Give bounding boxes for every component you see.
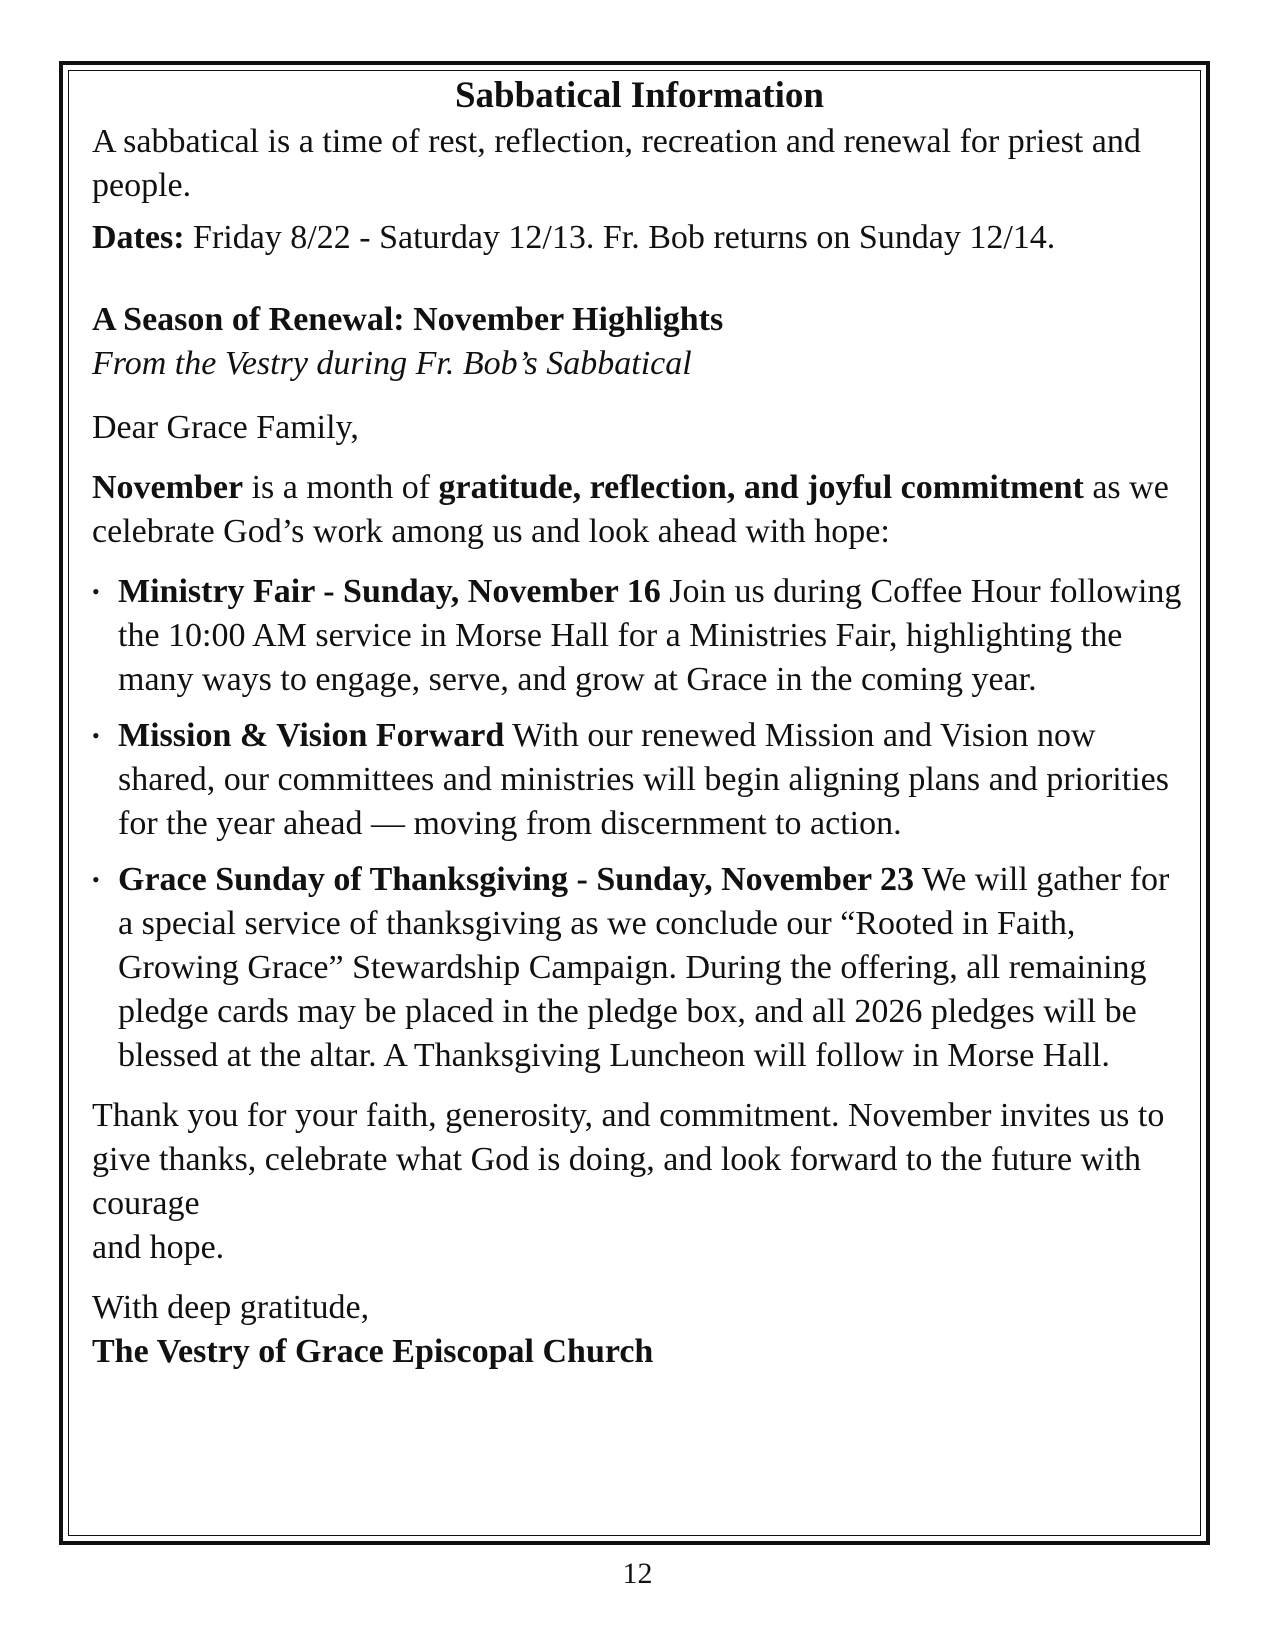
page-number: 12 xyxy=(622,1557,653,1590)
dates-text: Friday 8/22 - Saturday 12/13. Fr. Bob returns on Sunday 12/14. xyxy=(184,219,1056,256)
letter-subheading: From the Vestry during Fr. Bob’s Sabbatical xyxy=(92,345,692,382)
highlight-text: We will gather for a special service of thanksgiving as we conclude our “Rooted in Faith, Growing Grace” Stewardship Campaign. During the offering, all remaining pledge cards may be placed in the pledge box, and all 2026 pledges will be blessed at the altar. A Thanksgiving Luncheon will follow in Morse Hall. xyxy=(118,861,1170,1074)
highlight-text: With our renewed Mission and Vision now shared, our committees and ministries will begin aligning plans and priorities for the year ahead — moving from discernment to action. xyxy=(118,717,1169,842)
closing-line-1: Thank you for your faith, generosity, and commitment. November invites us to give thanks, celebrate what God is doing, and look forward to the future with courage xyxy=(92,1097,1165,1222)
sabbatical-description: A sabbatical is a time of rest, reflection, recreation and renewal for priest and people. xyxy=(92,123,1141,204)
list-item xyxy=(92,858,1192,1078)
sabbatical-dates xyxy=(92,216,1192,260)
bullet-icon: • xyxy=(92,579,100,604)
highlight-title: Ministry Fair - Sunday, November 16 xyxy=(118,573,661,610)
highlight-title: Mission & Vision Forward xyxy=(118,717,505,754)
list-item xyxy=(92,570,1192,702)
signature: The Vestry of Grace Episcopal Church xyxy=(92,1333,654,1370)
intro-end: as we celebrate God’s work among us and look ahead with hope: xyxy=(92,469,1169,550)
closing-line-2: and hope. xyxy=(92,1229,225,1266)
letter-heading: A Season of Renewal: November Highlights xyxy=(92,301,724,338)
bullet-icon: • xyxy=(92,867,100,892)
bulletin-content xyxy=(92,72,1192,1374)
letter-greeting: Dear Grace Family, xyxy=(92,409,359,446)
highlights-list xyxy=(92,570,1192,1078)
closing-paragraph xyxy=(92,1094,1192,1270)
list-item xyxy=(92,714,1192,846)
highlight-text: Join us during Coffee Hour following the 10:00 AM service in Morse Hall for a Ministries Fair, highlighting the many ways to engage, serve, and grow at Grace in the coming year. xyxy=(118,573,1182,698)
dates-label: Dates: xyxy=(92,219,185,256)
sabbatical-title: Sabbatical Information xyxy=(454,75,824,116)
intro-mid: is a month of xyxy=(243,469,439,506)
signoff: With deep gratitude, xyxy=(92,1289,370,1326)
intro-bold: gratitude, reflection, and joyful commitment xyxy=(438,469,1084,506)
intro-month: November xyxy=(92,469,244,506)
bullet-icon: • xyxy=(92,723,100,748)
letter-intro xyxy=(92,466,1192,554)
highlight-title: Grace Sunday of Thanksgiving - Sunday, November 23 xyxy=(118,861,915,898)
